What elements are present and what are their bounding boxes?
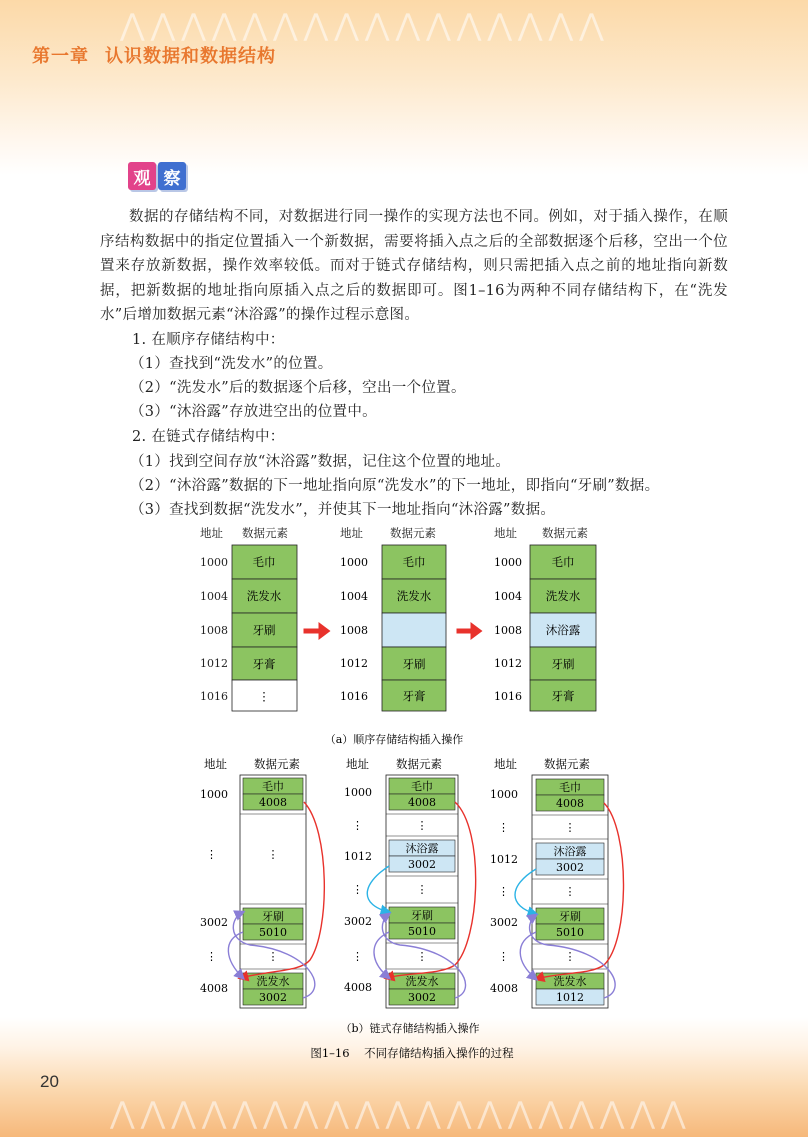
cell: ⋮ xyxy=(258,689,270,703)
cell: 毛巾 xyxy=(551,555,575,569)
body-paragraph: 数据的存储结构不同，对数据进行同一操作的实现方法也不同。例如，对于插入操作，在顺序结构数据中的指定位置插入一个新数据，需要将插入点之后的全部数据逐个后移，空出一个位置来存放新数据，操作效率较低。而对于链式存储结构，则只需把插入点之前的地址指向新数据，把新数据的地址指向原插入点之后的数据即可。图1–16为两种不同存储结构下，在“洗发水”后增加数据元素“沐浴露”的操作过程示意图。 xyxy=(100,209,728,324)
addr-label: 1004 xyxy=(340,590,368,603)
addr-label: 1000 xyxy=(494,556,522,569)
cell: 牙膏 xyxy=(252,657,276,671)
addr-label: 1016 xyxy=(494,690,522,703)
node-next: 3002 xyxy=(556,861,584,874)
col-addr-header: 地址 xyxy=(494,526,517,540)
badge-char-1: 观 xyxy=(128,162,156,190)
addr-label: 1000 xyxy=(200,788,228,801)
cell: 牙刷 xyxy=(252,623,276,637)
link-table-after xyxy=(490,775,624,1008)
transition-arrow-icon xyxy=(458,625,480,637)
node-data: 牙刷 xyxy=(262,910,284,923)
addr-label: 1008 xyxy=(200,624,228,637)
addr-label: ⋮ xyxy=(498,950,509,963)
addr-label: 4008 xyxy=(344,981,372,994)
col-data-header: 数据元素 xyxy=(396,757,442,771)
addr-label: 1000 xyxy=(200,556,228,569)
addr-label: 3002 xyxy=(344,915,372,928)
seq-table-before xyxy=(200,545,297,711)
ellipsis: ⋮ xyxy=(267,848,279,861)
caption-b: （b）链式存储结构插入操作 xyxy=(340,1022,480,1035)
addr-label: 1004 xyxy=(494,590,522,603)
node-data: 毛巾 xyxy=(559,781,581,794)
chapter-number: 第一章 xyxy=(32,46,89,67)
node-data: 沐浴露 xyxy=(553,845,587,858)
col-data-header: 数据元素 xyxy=(242,526,288,540)
badge-char-2: 察 xyxy=(158,162,186,190)
section-1-title: 1. 在顺序存储结构中： xyxy=(132,332,285,348)
ellipsis: ⋮ xyxy=(416,950,428,963)
section-1-step: （1）查找到“洗发水”的位置。 xyxy=(130,356,333,372)
section-2-step: （1）找到空间存放“沐浴露”数据，记住这个位置的地址。 xyxy=(130,454,511,470)
addr-label: 1016 xyxy=(200,690,228,703)
cell: 牙膏 xyxy=(402,689,426,703)
col-data-header: 数据元素 xyxy=(542,526,588,540)
col-addr-header: 地址 xyxy=(200,526,223,540)
decor-pattern: ⋀⋀⋀⋀⋀⋀⋀⋀⋀⋀⋀⋀⋀⋀⋀⋀ xyxy=(120,8,610,43)
ellipsis: ⋮ xyxy=(267,950,279,963)
node-next: 4008 xyxy=(259,796,287,809)
figure-caption: 图1–16 不同存储结构插入操作的过程 xyxy=(310,1046,514,1060)
col-data-header: 数据元素 xyxy=(390,526,436,540)
node-data: 洗发水 xyxy=(256,975,290,988)
node-data: 洗发水 xyxy=(405,975,439,988)
caption-a: （a）顺序存储结构插入操作 xyxy=(324,733,464,746)
addr-label: 3002 xyxy=(490,916,518,929)
section-2-title: 2. 在链式存储结构中： xyxy=(132,429,285,445)
section-2-step: （3）查找到数据“洗发水”，并使其下一地址指向“沐浴露”数据。 xyxy=(130,502,556,518)
node-next: 3002 xyxy=(408,991,436,1004)
node-next: 3002 xyxy=(408,858,436,871)
addr-label: ⋮ xyxy=(498,885,509,898)
addr-label: ⋮ xyxy=(352,883,363,896)
addr-label: ⋮ xyxy=(206,848,217,861)
section-1-step: （2）“洗发水”后的数据逐个后移，空出一个位置。 xyxy=(130,380,466,396)
ellipsis: ⋮ xyxy=(564,885,576,898)
node-next: 5010 xyxy=(259,926,287,939)
addr-label: 3002 xyxy=(200,916,228,929)
addr-label: ⋮ xyxy=(498,821,509,834)
addr-label: 1012 xyxy=(200,657,228,670)
section-1-step: （3）“沐浴露”存放进空出的位置中。 xyxy=(130,404,377,420)
node-data: 毛巾 xyxy=(411,780,433,793)
decor-pattern-bottom: ⋀⋀⋀⋀⋀⋀⋀⋀⋀⋀⋀⋀⋀⋀⋀⋀⋀⋀⋀ xyxy=(110,1096,692,1131)
addr-label: ⋮ xyxy=(206,950,217,963)
addr-label: 4008 xyxy=(200,982,228,995)
link-table-before xyxy=(200,775,324,1008)
addr-label: 4008 xyxy=(490,982,518,995)
ellipsis: ⋮ xyxy=(416,883,428,896)
col-addr-header: 地址 xyxy=(494,757,517,771)
col-data-header: 数据元素 xyxy=(544,757,590,771)
cell: 洗发水 xyxy=(396,589,432,603)
ellipsis: ⋮ xyxy=(564,821,576,834)
link-table-middle xyxy=(344,775,476,1008)
node-data: 牙刷 xyxy=(411,909,433,922)
page-number: 20 xyxy=(40,1072,59,1091)
node-next: 3002 xyxy=(259,991,287,1004)
addr-label: 1008 xyxy=(494,624,522,637)
node-next: 1012 xyxy=(556,991,584,1004)
section-2-step: （2）“沐浴露”数据的下一地址指向原“洗发水”的下一地址，即指向“牙刷”数据。 xyxy=(130,478,660,494)
addr-label: 1000 xyxy=(344,786,372,799)
col-data-header: 数据元素 xyxy=(254,757,300,771)
addr-label: 1016 xyxy=(340,690,368,703)
addr-label: 1012 xyxy=(494,657,522,670)
node-next: 4008 xyxy=(408,796,436,809)
addr-label: 1008 xyxy=(340,624,368,637)
node-next: 5010 xyxy=(556,926,584,939)
addr-label: 1012 xyxy=(344,850,372,863)
chapter-title: 认识数据和数据结构 xyxy=(105,46,276,67)
cell: 洗发水 xyxy=(246,589,282,603)
cell: 沐浴露 xyxy=(545,623,581,637)
node-data: 沐浴露 xyxy=(405,842,439,855)
ellipsis: ⋮ xyxy=(564,950,576,963)
cell: 牙膏 xyxy=(551,689,575,703)
addr-label: ⋮ xyxy=(352,950,363,963)
cell: 牙刷 xyxy=(551,657,575,671)
cell: 毛巾 xyxy=(402,555,426,569)
cell: 洗发水 xyxy=(545,589,581,603)
addr-label: 1012 xyxy=(490,853,518,866)
seq-table-middle xyxy=(340,545,446,711)
col-addr-header: 地址 xyxy=(346,757,369,771)
node-next: 4008 xyxy=(556,797,584,810)
transition-arrow-icon xyxy=(305,625,328,637)
ellipsis: ⋮ xyxy=(416,819,428,832)
addr-label: 1012 xyxy=(340,657,368,670)
addr-label: 1000 xyxy=(340,556,368,569)
seq-table-after xyxy=(494,545,596,711)
addr-label: 1000 xyxy=(490,788,518,801)
node-data: 洗发水 xyxy=(553,975,587,988)
col-addr-header: 地址 xyxy=(340,526,363,540)
addr-label: ⋮ xyxy=(352,819,363,832)
node-next: 5010 xyxy=(408,925,436,938)
node-data: 毛巾 xyxy=(262,780,284,793)
node-data: 牙刷 xyxy=(559,910,581,923)
cell: 牙刷 xyxy=(402,657,426,671)
col-addr-header: 地址 xyxy=(204,757,227,771)
cell: 毛巾 xyxy=(252,555,276,569)
addr-label: 1004 xyxy=(200,590,228,603)
